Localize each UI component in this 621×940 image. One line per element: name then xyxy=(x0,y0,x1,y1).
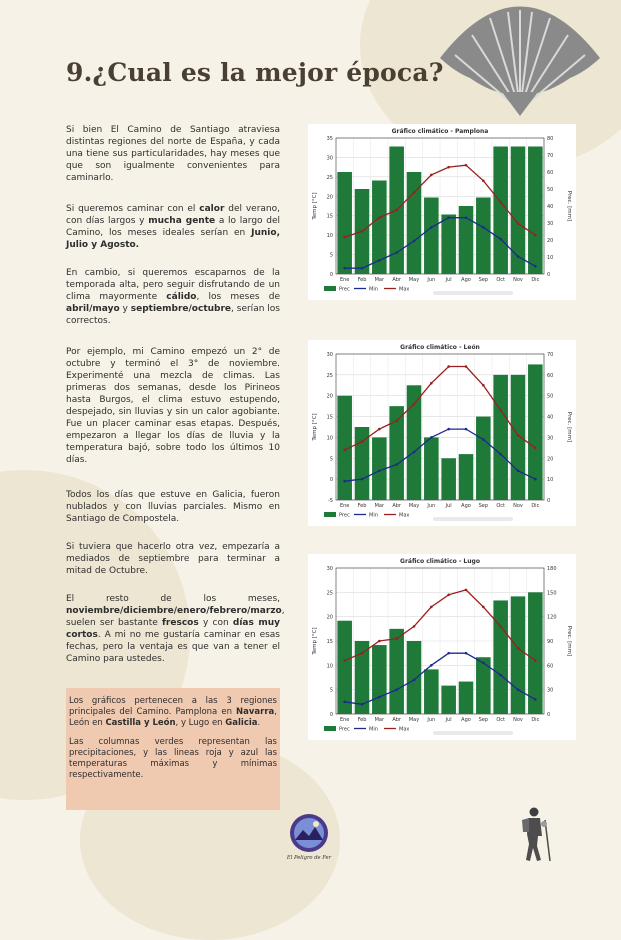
paragraph-intro xyxy=(66,124,280,184)
text-run: En cambio, si queremos escaparnos de la temporada alta, pero seguir disfrutando de un clima mayormente xyxy=(66,268,280,302)
y2-tick-label: 10 xyxy=(547,255,554,261)
legend-label: Prec xyxy=(339,726,350,733)
x-tick-label: Dic xyxy=(531,503,540,509)
x-tick-label: Feb xyxy=(357,717,367,723)
min-temp-point xyxy=(343,701,346,704)
y2-tick-label: 50 xyxy=(547,393,554,400)
y2-tick-label: 50 xyxy=(547,187,554,193)
max-temp-point xyxy=(430,606,433,609)
precipitation-bar xyxy=(389,629,404,714)
min-temp-point xyxy=(534,265,537,268)
text-run: , serían los correctos. xyxy=(66,304,280,326)
y-tick-label: 30 xyxy=(326,566,333,572)
max-temp-point xyxy=(534,447,537,450)
y-tick-label: 5 xyxy=(329,456,333,463)
min-temp-point xyxy=(413,451,416,454)
min-temp-point xyxy=(395,688,398,691)
max-temp-point xyxy=(343,659,346,662)
emphasis-text: mucha gente xyxy=(148,216,216,226)
y2-tick-label: 150 xyxy=(547,590,557,597)
max-temp-point xyxy=(430,174,433,177)
max-temp-point xyxy=(395,419,398,422)
scallop-shell-icon xyxy=(420,0,620,120)
paragraph-winter xyxy=(66,593,285,665)
y-tick-label: 10 xyxy=(326,233,333,240)
legend-label: Min xyxy=(369,726,378,733)
x-tick-label: May xyxy=(408,503,420,509)
x-tick-label: Ago xyxy=(461,717,471,723)
y-tick-label: 25 xyxy=(326,372,333,379)
paragraph-galicia xyxy=(66,489,280,525)
y-tick-label: 5 xyxy=(329,687,333,694)
min-temp-point xyxy=(413,679,416,682)
y-tick-label: 25 xyxy=(326,174,333,181)
max-temp-point xyxy=(361,230,364,233)
min-temp-point xyxy=(361,703,364,706)
emphasis-text: frescos xyxy=(162,618,199,628)
max-temp-point xyxy=(378,640,381,643)
text-run: , suelen ser bastante xyxy=(66,606,285,628)
max-temp-point xyxy=(534,659,537,662)
y2-tick-label: 0 xyxy=(547,498,551,504)
chart-title: Gráfico climático - Pamplona xyxy=(391,128,489,135)
x-tick-label: Oct xyxy=(496,717,505,723)
min-temp-point xyxy=(343,480,346,483)
climate-chart-leon xyxy=(308,340,576,526)
min-temp-point xyxy=(343,267,346,270)
min-temp-point xyxy=(517,688,520,691)
y2-tick-label: 70 xyxy=(547,153,554,159)
max-temp-point xyxy=(465,589,468,592)
min-temp-point xyxy=(378,470,381,473)
min-temp-point xyxy=(499,453,502,456)
text-run: Todos los días que estuve en Galicia, fueron nublados y con lluvias parciales. Mismo en Santiago de Compostela. xyxy=(66,490,280,524)
precipitation-bar xyxy=(441,215,456,275)
precipitation-bar xyxy=(511,375,526,500)
chart-title: Gráfico climático - Lugo xyxy=(400,558,480,565)
legend-label: Max xyxy=(399,286,410,293)
charts-note-regions xyxy=(69,696,277,729)
x-tick-label: Jun xyxy=(427,503,436,509)
precipitation-bar xyxy=(528,147,543,275)
precipitation-bar xyxy=(337,621,352,714)
y2-tick-label: 60 xyxy=(547,663,554,670)
y-tick-label: 30 xyxy=(326,352,333,358)
x-tick-label: Abr xyxy=(392,503,401,509)
y-tick-label: 25 xyxy=(326,590,333,597)
emphasis-text: cálido xyxy=(166,292,197,302)
y2-tick-label: 20 xyxy=(547,456,554,463)
precipitation-bar xyxy=(459,206,474,274)
text-run: . xyxy=(257,718,261,728)
legend-swatch-prec xyxy=(324,512,336,517)
y2-tick-label: 180 xyxy=(547,566,557,572)
y-tick-label: -5 xyxy=(328,498,333,504)
x-tick-label: Ene xyxy=(339,717,350,723)
x-tick-label: Abr xyxy=(392,277,401,283)
emphasis-text: Navarra xyxy=(236,707,275,717)
min-temp-point xyxy=(361,267,364,270)
precipitation-bar xyxy=(493,600,508,714)
text-run: Si queremos caminar con el xyxy=(66,204,200,214)
legend-swatch-prec xyxy=(324,726,336,731)
x-tick-label: Mar xyxy=(374,717,385,723)
max-temp-point xyxy=(447,593,450,596)
emphasis-text: calor xyxy=(199,204,225,214)
max-temp-point xyxy=(517,222,520,225)
legend-label: Min xyxy=(369,512,378,519)
y2-tick-label: 20 xyxy=(547,238,554,244)
text-run: , León en xyxy=(69,707,277,728)
min-temp-point xyxy=(534,698,537,701)
min-temp-point xyxy=(534,478,537,481)
author-logo xyxy=(286,812,332,862)
min-temp-point xyxy=(447,428,450,431)
y2-tick-label: 70 xyxy=(547,352,554,358)
precipitation-bar xyxy=(441,458,456,500)
y-axis-label: Temp [°C] xyxy=(312,627,318,655)
max-temp-point xyxy=(517,434,520,437)
x-tick-label: Nov xyxy=(513,277,523,283)
y-tick-label: 10 xyxy=(326,435,333,442)
y2-axis-label: Prec. [mm] xyxy=(566,411,572,443)
y2-tick-label: 0 xyxy=(547,272,551,278)
precipitation-bar xyxy=(407,641,422,714)
text-run: a lo largo del Camino, los meses ideales serían en xyxy=(66,216,280,238)
max-temp-point xyxy=(482,606,485,609)
precipitation-bar xyxy=(493,147,508,275)
x-tick-label: Ene xyxy=(339,503,350,509)
emphasis-text: noviembre/diciembre/enero/febrero/marzo xyxy=(66,606,282,616)
x-tick-label: Nov xyxy=(513,503,523,509)
text-run: y xyxy=(119,304,131,314)
max-temp-point xyxy=(465,164,468,167)
precipitation-bar xyxy=(424,198,439,275)
min-temp-point xyxy=(482,438,485,441)
y2-tick-label: 30 xyxy=(547,221,554,227)
legend-label: Max xyxy=(399,512,410,519)
y-tick-label: 30 xyxy=(326,155,333,162)
x-tick-label: Jun xyxy=(427,277,436,283)
emphasis-text: septiembre/octubre xyxy=(130,304,232,314)
max-temp-point xyxy=(517,647,520,650)
x-tick-label: Mar xyxy=(374,503,385,509)
legend-label: Prec xyxy=(339,286,350,293)
charts-note-legend xyxy=(69,737,277,781)
y2-tick-label: 60 xyxy=(547,170,554,176)
max-temp-point xyxy=(465,365,468,368)
paragraph-my-camino xyxy=(66,346,280,466)
legend-label: Min xyxy=(369,286,378,293)
y2-tick-label: 120 xyxy=(547,614,557,621)
emphasis-text: Junio, Julio y Agosto. xyxy=(66,228,280,250)
y2-tick-label: 80 xyxy=(547,136,554,142)
y-tick-label: 20 xyxy=(326,614,333,621)
precipitation-bar xyxy=(372,645,387,714)
min-temp-point xyxy=(378,259,381,262)
x-tick-label: Feb xyxy=(357,277,367,283)
y2-tick-label: 90 xyxy=(547,639,554,645)
y2-tick-label: 40 xyxy=(547,204,554,210)
min-temp-point xyxy=(517,470,520,473)
x-tick-label: Dic xyxy=(531,717,540,723)
pilgrim-hiker-icon xyxy=(514,806,554,862)
text-run: . A mi no me gustaría caminar en esas fechas, pero la ventaja es que van a tener el Camino para ustedes. xyxy=(66,630,280,664)
x-tick-label: Ago xyxy=(461,277,471,283)
min-temp-point xyxy=(465,428,468,431)
max-temp-point xyxy=(395,209,398,212)
precipitation-bar xyxy=(424,669,439,714)
emphasis-text: abril/mayo xyxy=(66,304,120,314)
precipitation-bar xyxy=(476,198,491,275)
max-temp-point xyxy=(413,403,416,406)
climate-chart-lugo xyxy=(308,554,576,740)
precipitation-bar xyxy=(407,385,422,500)
precipitation-bar xyxy=(511,147,526,275)
x-tick-label: Sep xyxy=(478,277,489,283)
min-temp-point xyxy=(465,652,468,655)
y-tick-label: 15 xyxy=(326,639,333,645)
y-axis-label: Temp [°C] xyxy=(312,413,318,441)
x-tick-label: Nov xyxy=(513,717,523,723)
min-temp-point xyxy=(482,226,485,229)
min-temp-point xyxy=(499,674,502,677)
y2-tick-label: 40 xyxy=(547,414,554,421)
max-temp-point xyxy=(395,637,398,640)
min-temp-point xyxy=(465,216,468,219)
y-tick-label: 20 xyxy=(326,393,333,400)
max-temp-point xyxy=(343,449,346,452)
y-tick-label: 10 xyxy=(326,663,333,670)
logo-caption: El Peligro de Fer xyxy=(286,855,332,861)
min-temp-point xyxy=(517,255,520,258)
y-tick-label: 15 xyxy=(326,213,333,220)
x-tick-label: Sep xyxy=(478,717,489,723)
precipitation-bar xyxy=(424,437,439,500)
x-tick-label: Jul xyxy=(445,503,452,509)
max-temp-point xyxy=(482,179,485,182)
chart-scroll-indicator xyxy=(433,291,513,295)
x-tick-label: Oct xyxy=(496,503,505,509)
x-tick-label: Ago xyxy=(461,503,471,509)
min-temp-point xyxy=(413,240,416,243)
y2-tick-label: 60 xyxy=(547,372,554,379)
min-temp-point xyxy=(378,696,381,699)
emphasis-text: Galicia xyxy=(225,718,258,728)
text-run: , los meses de xyxy=(196,292,280,302)
x-tick-label: Oct xyxy=(496,277,505,283)
x-tick-label: Dic xyxy=(531,277,540,283)
text-run: del verano, con días largos y xyxy=(66,204,280,226)
y-tick-label: 0 xyxy=(329,272,333,278)
precipitation-bar xyxy=(337,172,352,274)
paragraph-advice xyxy=(66,541,280,577)
y-tick-label: 15 xyxy=(326,414,333,421)
min-temp-point xyxy=(499,238,502,241)
legend-label: Prec xyxy=(339,512,350,519)
max-temp-point xyxy=(430,382,433,385)
x-tick-label: Mar xyxy=(374,277,385,283)
min-temp-point xyxy=(395,463,398,466)
charts-note-box xyxy=(66,688,280,810)
max-temp-point xyxy=(343,236,346,239)
x-tick-label: May xyxy=(408,277,420,283)
chart-scroll-indicator xyxy=(433,517,513,521)
y2-tick-label: 30 xyxy=(547,687,554,694)
x-tick-label: May xyxy=(408,717,420,723)
emphasis-text: días muy cortos xyxy=(66,618,280,640)
precipitation-bar xyxy=(459,454,474,500)
text-run: , y Lugo en xyxy=(175,718,226,728)
min-temp-point xyxy=(430,664,433,667)
precipitation-bar xyxy=(459,682,474,714)
page-title: 9.¿Cual es la mejor época? xyxy=(66,58,444,87)
max-temp-point xyxy=(534,234,537,237)
precipitation-bar xyxy=(441,686,456,714)
min-temp-point xyxy=(361,478,364,481)
x-tick-label: Ene xyxy=(339,277,350,283)
text-run: Por ejemplo, mi Camino empezó un 2° de octubre y terminó el 3° de noviembre. Experimenté una mezcla de climas. Las primeras dos semanas, desde los Pirineos hasta Burgos, el clima estuvo estupendo, despejado, sin lluvias y sin un calor agobiante. Fue un placer caminar esas etapas. Después, empezaron a llegar los días de lluvia y la temperatura bajó, sobre todo los últimos 10 días. xyxy=(66,347,280,465)
paragraph-shoulder-season xyxy=(66,267,280,327)
min-temp-point xyxy=(430,226,433,229)
y-tick-label: 0 xyxy=(329,477,333,484)
x-tick-label: Jul xyxy=(445,277,452,283)
text-run: Si bien El Camino de Santiago atraviesa distintas regiones del norte de España, y cada una tiene sus particularidades, hay meses que que son igualmente convenientes para caminarlo. xyxy=(66,125,280,183)
y-tick-label: 5 xyxy=(329,252,333,259)
x-tick-label: Jul xyxy=(445,717,452,723)
max-temp-point xyxy=(499,625,502,628)
max-temp-point xyxy=(447,365,450,368)
x-tick-label: Abr xyxy=(392,717,401,723)
y2-tick-label: 0 xyxy=(547,712,551,718)
x-tick-label: Sep xyxy=(478,503,489,509)
y2-axis-label: Prec. [mm] xyxy=(566,190,572,222)
chart-title: Gráfico climático - León xyxy=(400,344,480,351)
paragraph-summer xyxy=(66,203,280,251)
max-temp-point xyxy=(361,440,364,443)
x-tick-label: Jun xyxy=(427,717,436,723)
max-temp-point xyxy=(361,652,364,655)
max-temp-point xyxy=(378,428,381,431)
max-temp-point xyxy=(499,409,502,412)
y-tick-label: 35 xyxy=(326,136,333,142)
y2-tick-label: 10 xyxy=(547,477,554,484)
precipitation-bar xyxy=(476,417,491,500)
legend-label: Max xyxy=(399,726,410,733)
y2-tick-label: 30 xyxy=(547,435,554,442)
max-temp-point xyxy=(413,625,416,628)
y-tick-label: 20 xyxy=(326,194,333,201)
max-temp-point xyxy=(499,201,502,204)
precipitation-bar xyxy=(511,596,526,714)
max-temp-point xyxy=(482,384,485,387)
y-axis-label: Temp [°C] xyxy=(312,192,318,220)
min-temp-point xyxy=(395,251,398,254)
min-temp-point xyxy=(430,436,433,439)
y-tick-label: 0 xyxy=(329,712,333,718)
text-run: y con xyxy=(198,618,233,628)
x-tick-label: Feb xyxy=(357,503,367,509)
text-run: Las columnas verdes representan las precipitaciones, y las lineas roja y azul las temperaturas máximas y mínimas respectivamente. xyxy=(69,737,277,780)
climate-chart-pamplona xyxy=(308,124,576,300)
min-temp-point xyxy=(447,652,450,655)
min-temp-point xyxy=(482,662,485,665)
chart-scroll-indicator xyxy=(433,731,513,735)
min-temp-point xyxy=(447,216,450,219)
text-run: Si tuviera que hacerlo otra vez, empezaría a mediados de septiembre para terminar a mitad de Octubre. xyxy=(66,542,280,576)
max-temp-point xyxy=(378,216,381,219)
precipitation-bar xyxy=(493,375,508,500)
emphasis-text: Castilla y León xyxy=(105,718,176,728)
legend-swatch-prec xyxy=(324,286,336,291)
max-temp-point xyxy=(447,166,450,169)
precipitation-bar xyxy=(528,592,543,714)
text-run: El resto de los meses, xyxy=(66,594,280,604)
max-temp-point xyxy=(413,191,416,194)
text-run: Los gráficos pertenecen a las 3 regiones principales del Camino. Pamplona en xyxy=(69,696,277,717)
y2-axis-label: Prec. [mm] xyxy=(566,625,572,657)
